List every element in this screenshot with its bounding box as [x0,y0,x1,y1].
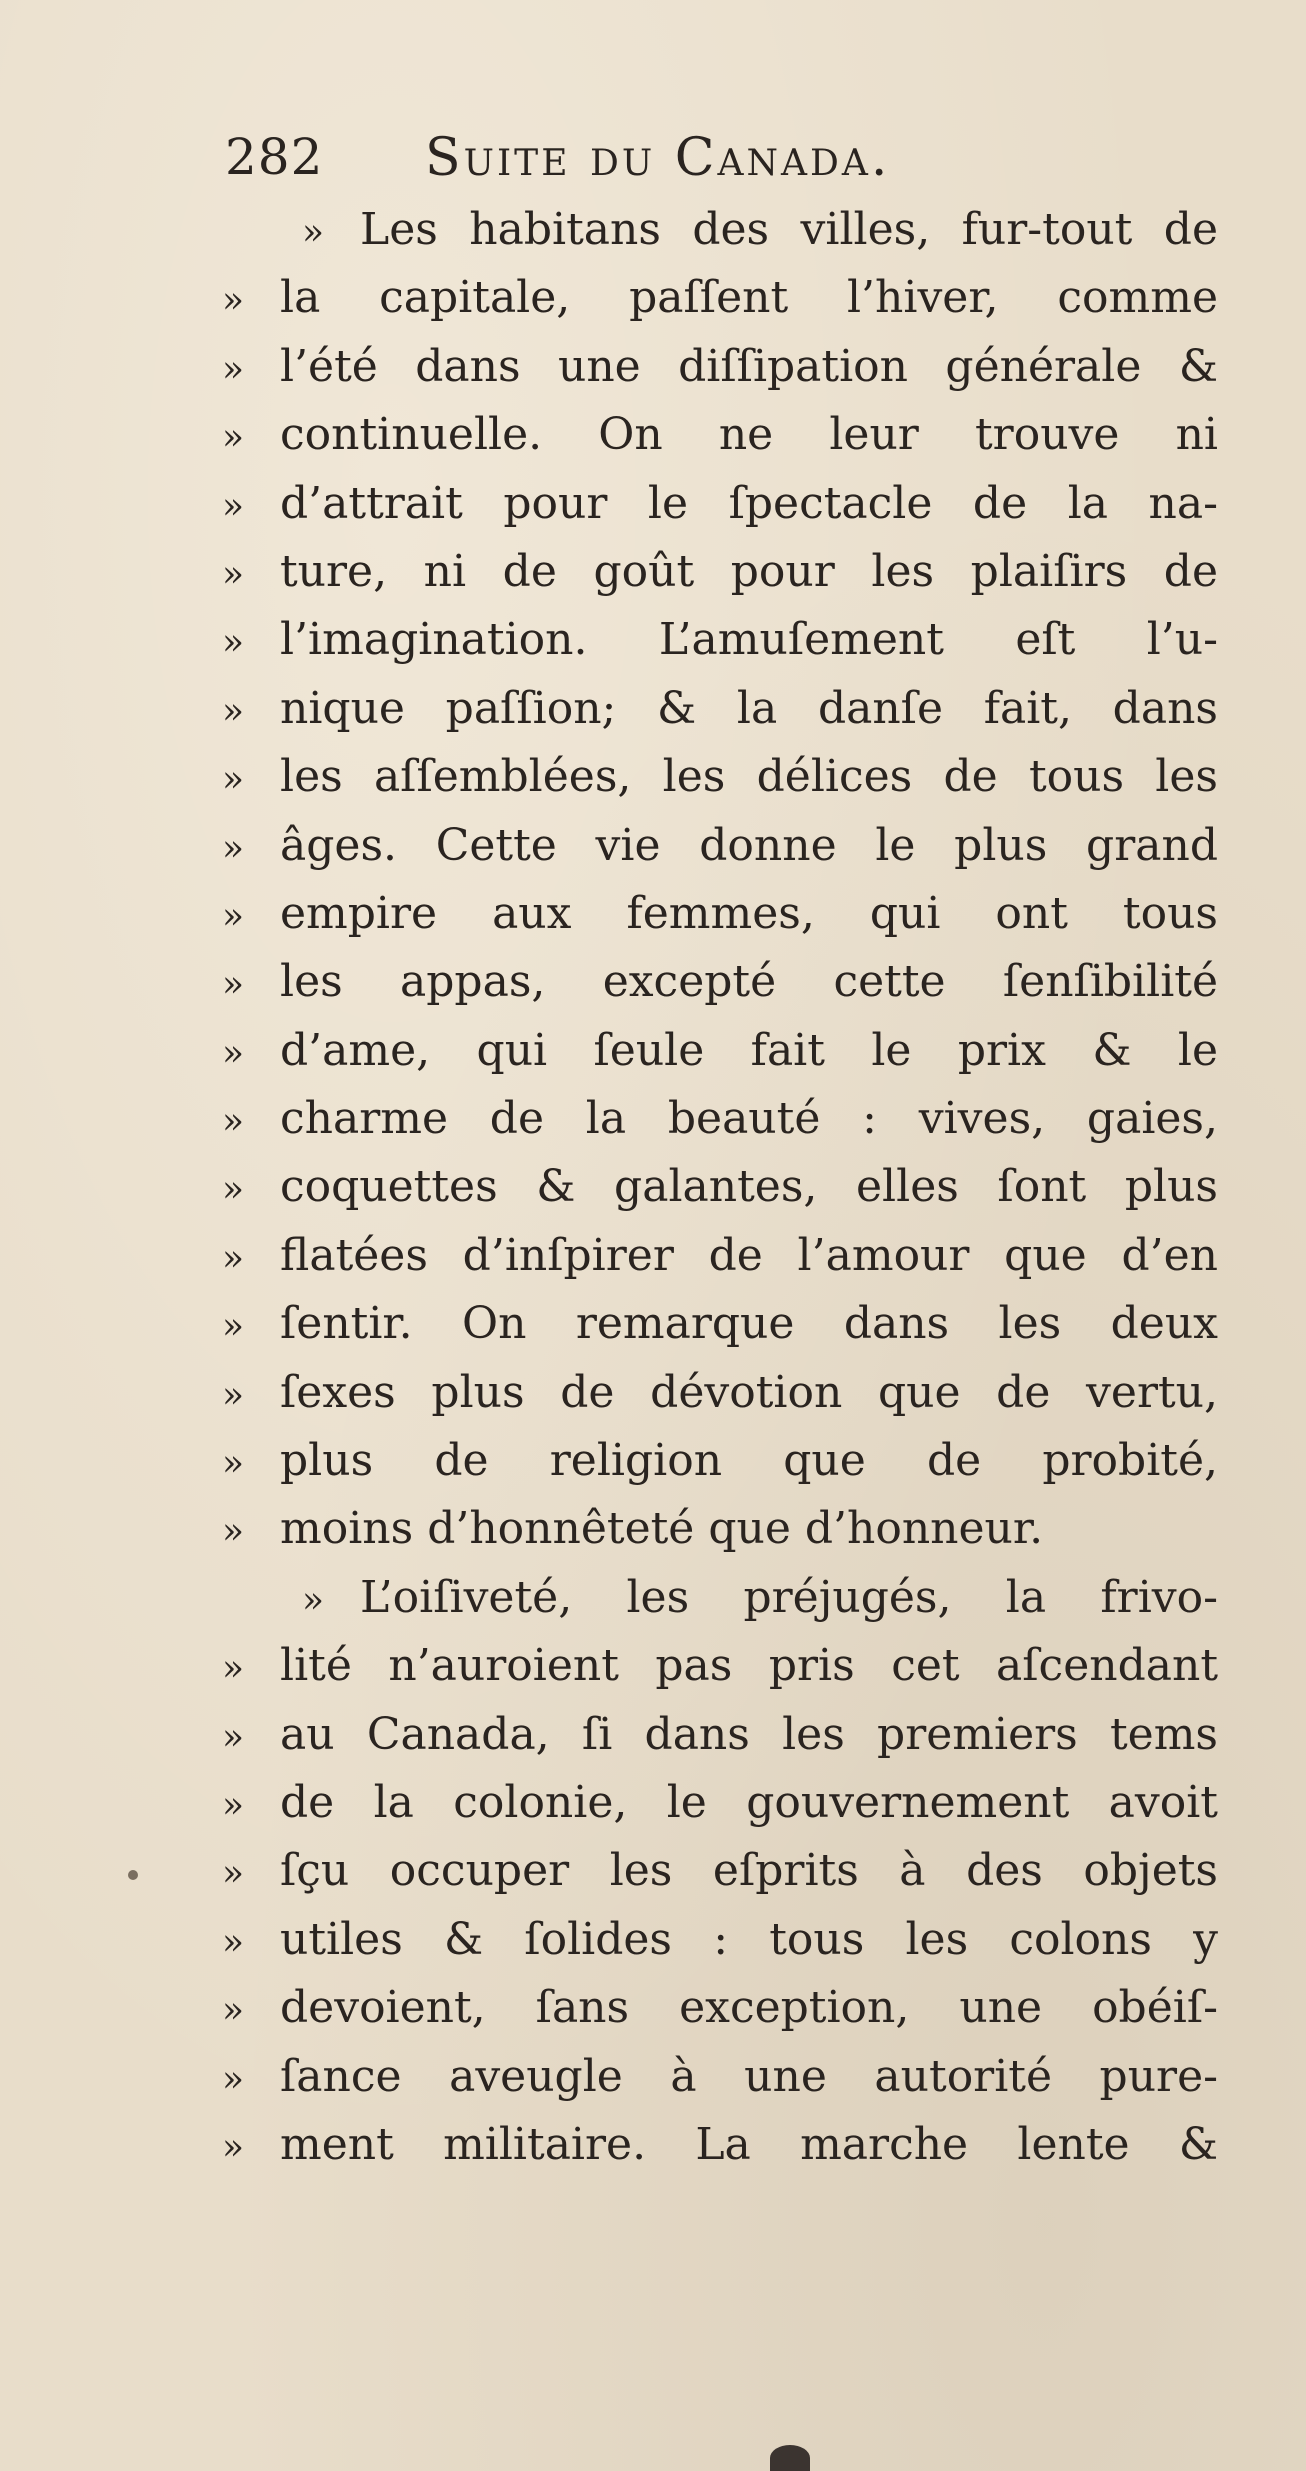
line-text: l’été dans une diſſipation générale & [280,340,1218,392]
quote-mark: » [222,1032,245,1074]
text-line [222,1495,1182,1563]
line-text: les aſſemblées, les délices de tous les [280,751,1218,803]
line-text: ſexes plus de dévotion que de vertu, [280,1366,1218,1418]
body-text [222,196,1222,2179]
text-line [222,470,1218,538]
text-line [222,1359,1218,1427]
quote-mark: » [222,1169,245,1211]
line-text: l’imagination. L’amuſement eſt l’u- [280,614,1218,666]
quote-mark: » [222,827,245,869]
ink-mark [770,2445,810,2471]
quote-mark: » [222,553,245,595]
text-line [222,606,1218,674]
text-line [222,1085,1218,1153]
line-text: au Canada, ſi dans les premiers tems [280,1708,1218,1760]
quote-mark: » [222,348,245,390]
quote-mark: » [222,1511,245,1553]
text-line [222,2111,1218,2179]
line-text: ment militaire. La marche lente & [280,2118,1218,2170]
line-text: lité n’auroient pas pris cet aſcendant [280,1640,1218,1692]
quote-mark: » [222,2126,245,2168]
text-line [222,1153,1218,1221]
quote-mark: » [222,1648,245,1690]
text-line [222,2043,1218,2111]
text-line [222,1906,1218,1974]
quote-mark: » [222,759,245,801]
line-text: moins d’honnêteté que d’honneur. [280,1503,1044,1555]
text-line [222,948,1218,1016]
running-head: Suite du Canada. [425,128,891,188]
quote-mark: » [222,280,245,322]
quote-mark: » [222,895,245,937]
line-text: coquettes & galantes, elles ſont plus [280,1161,1218,1213]
text-line [222,1837,1218,1905]
text-line [222,880,1218,948]
quote-mark: » [222,1443,245,1485]
text-line [222,1290,1218,1358]
text-line [222,401,1218,469]
line-text: les appas, excepté cette ſenſibilité [280,956,1218,1008]
quote-mark: » [222,1921,245,1963]
line-text: âges. Cette vie donne le plus grand [280,819,1218,871]
line-text: ſance aveugle à une autorité pure- [280,2050,1218,2102]
line-text: utiles & ſolides : tous les colons y [280,1913,1218,1965]
text-line [222,1017,1218,1085]
quote-mark: » [222,1990,245,2032]
text-line [222,1974,1218,2042]
quote-mark: » [222,1237,245,1279]
line-text: la capitale, paſſent l’hiver, comme [280,272,1218,324]
line-text: ſçu occuper les eſprits à des objets [280,1845,1218,1897]
quote-mark: » [222,417,245,459]
text-line [222,812,1218,880]
quote-mark: » [222,1306,245,1348]
line-text: devoient, ſans exception, une obéiſ- [280,1982,1218,2034]
page-number: 282 [225,128,324,186]
text-line [222,1701,1218,1769]
line-text: continuelle. On ne leur trouve ni [280,409,1218,461]
quote-mark: » [222,1853,245,1895]
line-text: de la colonie, le gouvernement avoit [280,1776,1218,1828]
line-text: ture, ni de goût pour les plaiſirs de [280,545,1218,597]
line-text: Les habitans des villes, fur-tout de [360,204,1218,255]
line-text: nique paſſion; & la danſe fait, dans [280,682,1218,734]
quote-mark: » [222,690,245,732]
quote-mark: » [222,485,245,527]
line-text: empire aux femmes, qui ont tous [280,887,1218,939]
quote-mark: » [222,2058,245,2100]
text-line [222,1427,1218,1495]
text-line [222,743,1218,811]
text-line [222,196,1218,264]
text-line [222,264,1218,332]
text-line [222,1222,1218,1290]
ink-speck [128,1870,138,1880]
line-text: flatées d’inſpirer de l’amour que d’en [280,1229,1218,1281]
quote-mark: » [222,1716,245,1758]
text-line [222,1564,1218,1632]
line-text: plus de religion que de probité, [280,1435,1218,1487]
line-text: charme de la beauté : vives, gaies, [280,1093,1218,1145]
line-text: d’ame, qui ſeule fait le prix & le [280,1024,1218,1076]
line-text: L’oiſiveté, les préjugés, la frivo- [360,1571,1218,1623]
text-line [222,1632,1218,1700]
text-line [222,538,1218,606]
quote-mark: » [222,964,245,1006]
quote-mark: » [222,1784,245,1826]
text-line [222,675,1218,743]
quote-mark: » [222,1101,245,1143]
line-text: ſentir. On remarque dans les deux [280,1298,1218,1350]
quote-mark: » [222,1374,245,1416]
line-text: d’attrait pour le ſpectacle de la na- [280,477,1218,529]
quote-mark: » [222,622,245,664]
quote-mark: » [302,1579,325,1621]
text-line [222,1769,1218,1837]
text-line [222,333,1218,401]
quote-mark: » [302,212,325,253]
